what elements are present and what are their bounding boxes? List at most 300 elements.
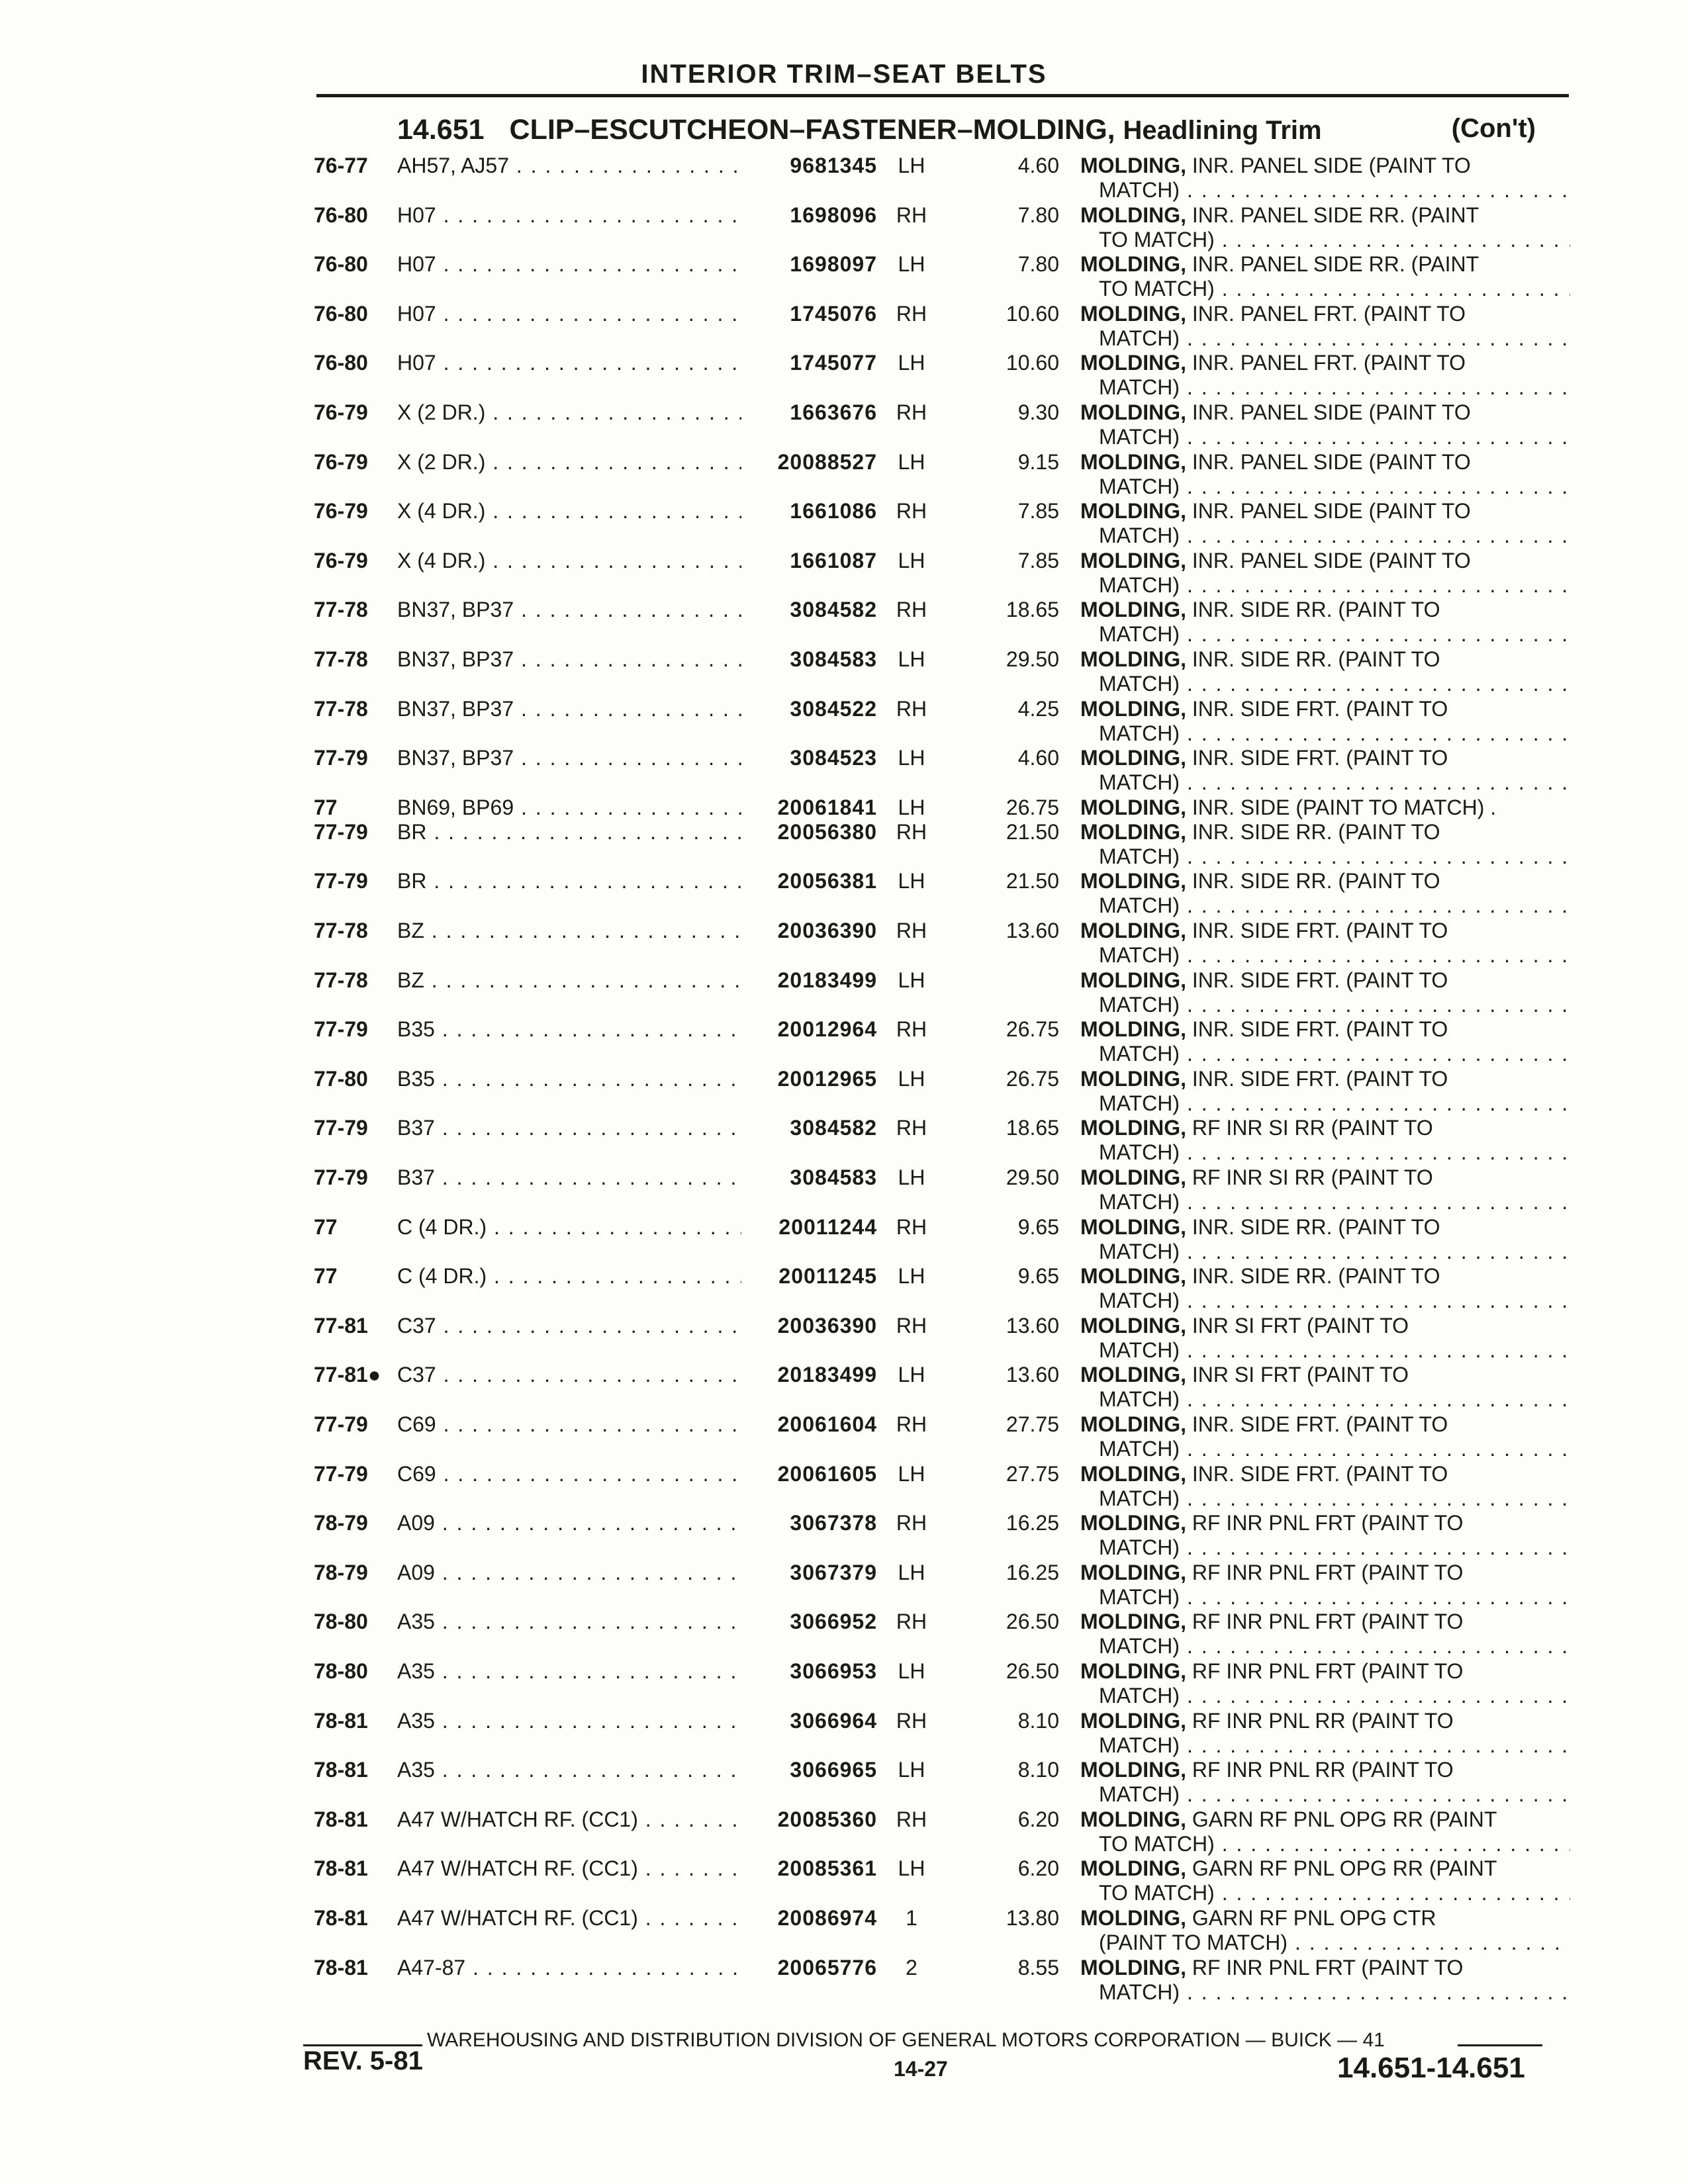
item-part-number: 20011244 [745,1215,877,1240]
item-price: 21.50 [1006,819,1059,844]
item-model: BR . . . [397,869,741,893]
item-description-line2: TO MATCH) . . . [1080,1832,1570,1856]
section-continued: (Con't) [1451,114,1536,143]
item-part-number: 20061604 [745,1412,877,1437]
item-years: 77-79 [314,819,368,844]
item-part-number: 20086974 [745,1906,877,1931]
item-years: 76-80 [314,351,368,375]
item-price: 26.75 [1006,795,1059,819]
item-years: 77-79 [314,1412,368,1436]
item-side: RH [896,1116,927,1140]
item-years: 76-80 [314,252,368,277]
list-item [0,499,1688,548]
item-description-line1 [1080,697,1570,721]
item-price: 7.80 [1017,203,1059,227]
list-item [0,400,1688,449]
item-side: RH [896,301,927,326]
item-side: RH [896,499,927,523]
item-years: 76-79 [314,400,368,424]
item-description-keyword: MOLDING, [1080,1906,1186,1930]
item-description-line2: MATCH) . . . [1080,1091,1570,1116]
item-years: 77-80 [314,1066,368,1091]
item-description-line1 [1080,919,1570,943]
item-description-text: INR. PANEL SIDE (PAINT TO [1192,449,1471,474]
item-description-keyword: MOLDING, [1080,400,1186,424]
item-description-line1 [1080,1561,1570,1585]
item-price: 10.60 [1006,351,1059,375]
item-description-line2: MATCH) . . . [1080,1782,1570,1807]
item-side: LH [898,869,925,893]
item-description-keyword: MOLDING, [1080,1363,1186,1387]
item-model: X (2 DR.) . . . [397,450,741,475]
item-description-line2: MATCH) . . . [1080,844,1570,869]
item-model: A35 . . . [397,1659,741,1684]
item-description-keyword: MOLDING, [1080,1610,1186,1634]
item-description-line1 [1080,1856,1570,1881]
item-description [1080,499,1570,548]
list-item [0,1116,1688,1165]
item-description-line2: MATCH) . . . [1080,178,1570,203]
item-description [1080,1017,1570,1066]
item-description-line1 [1080,1758,1570,1782]
item-description-text: INR. SIDE FRT. (PAINT TO [1192,919,1448,942]
item-part-number: 1745076 [745,302,877,326]
item-description-text: RF INR PNL FRT (PAINT TO [1192,1659,1464,1683]
item-description-text: RF INR PNL FRT (PAINT TO [1192,1511,1464,1535]
item-years: 76-80 [314,301,368,326]
item-description-text: RF INR PNL FRT (PAINT TO [1192,1610,1464,1634]
item-description-text: INR. PANEL SIDE (PAINT TO [1192,154,1471,177]
list-item [0,598,1688,647]
list-item [0,968,1688,1017]
item-description [1080,647,1570,696]
item-description-keyword: MOLDING, [1080,1214,1186,1239]
item-side: LH [898,795,925,819]
item-description-keyword: MOLDING, [1080,598,1186,622]
item-years: 77-79 [314,1165,368,1189]
item-side: LH [898,351,925,375]
item-side: RH [896,919,927,942]
item-side: RH [896,696,927,721]
item-side: RH [896,1807,927,1831]
item-price: 16.25 [1006,1511,1059,1535]
item-description-text: INR. SIDE FRT. (PAINT TO [1192,696,1448,721]
item-part-number: 20011245 [745,1264,877,1289]
item-description-keyword: MOLDING, [1080,1412,1186,1436]
item-description-text: INR. SIDE FRT. (PAINT TO [1192,968,1448,992]
list-item [0,1067,1688,1116]
item-description-text: INR. SIDE RR. (PAINT TO [1192,819,1440,844]
item-price: 13.80 [1006,1906,1059,1930]
item-part-number: 20085360 [745,1807,877,1832]
item-price: 8.55 [1017,1955,1059,1979]
item-description-line2: MATCH) . . . [1080,1684,1570,1708]
list-item [0,746,1688,795]
item-side: LH [898,1659,925,1683]
item-description-text: INR. PANEL SIDE RR. (PAINT [1192,203,1479,227]
section-subtitle: Headlining Trim [1123,116,1322,145]
item-description-line1 [1080,499,1570,523]
item-description-line1 [1080,1116,1570,1140]
item-side: RH [896,1313,927,1338]
item-description-line1 [1080,1215,1570,1240]
list-item [0,820,1688,869]
list-item [0,1264,1688,1313]
item-description-line2: MATCH) . . . [1080,1733,1570,1758]
item-description-text: INR. PANEL SIDE (PAINT TO [1192,499,1471,523]
item-years: 77-78 [314,696,368,721]
item-side: RH [896,1214,927,1239]
item-part-number: 3067378 [745,1511,877,1535]
item-years: 78-79 [314,1560,368,1584]
item-description [1080,400,1570,449]
footer-page-number: 14-27 [894,2057,948,2081]
item-description [1080,549,1570,598]
item-description-line2: MATCH) . . . [1080,375,1570,400]
item-price: 4.60 [1017,746,1059,770]
item-description-line2: MATCH) . . . [1080,1240,1570,1264]
item-description-line2: MATCH) . . . [1080,1486,1570,1511]
list-item [0,1610,1688,1659]
item-price: 21.50 [1006,869,1059,893]
item-description-line2: (PAINT TO MATCH) . . . [1080,1931,1570,1955]
item-description-text: INR. PANEL FRT. (PAINT TO [1192,351,1466,375]
item-model: BN37, BP37 . . . [397,647,741,672]
item-description-keyword: MOLDING, [1080,154,1186,177]
item-description-line2: MATCH) . . . [1080,326,1570,351]
item-price: 26.50 [1006,1659,1059,1683]
item-years: 77-78 [314,919,368,942]
item-description-line1 [1080,746,1570,770]
item-price: 13.60 [1006,1363,1059,1387]
item-part-number: 20056380 [745,820,877,844]
footer-rule-right [1458,2044,1542,2046]
item-description-line1 [1080,1264,1570,1289]
list-item [0,1215,1688,1264]
item-description [1080,1610,1570,1659]
list-item [0,252,1688,301]
item-part-number: 20085361 [745,1856,877,1881]
item-description-line2: MATCH) . . . [1080,943,1570,968]
item-model: A35 . . . [397,1709,741,1733]
item-description-text: INR SI FRT (PAINT TO [1192,1313,1409,1338]
item-description [1080,1709,1570,1758]
item-description-keyword: MOLDING, [1080,819,1186,844]
item-part-number: 20061605 [745,1462,877,1486]
item-side: LH [898,154,925,177]
item-years: 77-79 [314,1461,368,1486]
list-item [0,919,1688,968]
item-description-line2: MATCH) . . . [1080,770,1570,795]
item-model: AH57, AJ57 . . . [397,154,741,178]
item-part-number: 20036390 [745,919,877,943]
item-description-keyword: MOLDING, [1080,1560,1186,1584]
item-description-text: GARN RF PNL OPG RR (PAINT [1192,1807,1497,1831]
item-description [1080,919,1570,968]
item-description-line2: MATCH) . . . [1080,1289,1570,1313]
item-side: LH [898,968,925,992]
item-price: 4.60 [1017,154,1059,177]
item-description-text: INR. SIDE FRT. (PAINT TO [1192,1066,1448,1091]
item-description-line1 [1080,598,1570,622]
item-part-number: 20183499 [745,1363,877,1387]
list-item [0,697,1688,746]
item-description-keyword: MOLDING, [1080,696,1186,721]
item-years: 78-81 [314,1906,368,1930]
item-description-keyword: MOLDING, [1080,1955,1186,1979]
item-model: BZ . . . [397,968,741,993]
list-item [0,1709,1688,1758]
item-price: 7.85 [1017,499,1059,523]
item-model: BR . . . [397,820,741,844]
item-years: 77 [314,1214,338,1239]
list-item [0,647,1688,696]
item-part-number: 1745077 [745,351,877,375]
item-description [1080,1462,1570,1511]
item-years: 77-78 [314,968,368,992]
item-description-text: INR. SIDE RR. (PAINT TO [1192,598,1440,622]
item-part-number: 20012965 [745,1067,877,1091]
item-side: RH [896,203,927,227]
list-item [0,1462,1688,1511]
item-price: 18.65 [1006,598,1059,622]
item-description [1080,154,1570,203]
item-description-line2: MATCH) . . . [1080,993,1570,1017]
item-description-text: INR. PANEL FRT. (PAINT TO [1192,301,1466,326]
item-description [1080,1165,1570,1214]
item-side: LH [898,746,925,770]
item-description-line1 [1080,1610,1570,1634]
footer-division: WAREHOUSING AND DISTRIBUTION DIVISION OF GENERAL MOTORS CORPORATION — BUICK — 41 [427,2029,1385,2051]
item-side: LH [898,1363,925,1387]
item-side: RH [896,1610,927,1634]
item-part-number: 3084583 [745,647,877,672]
item-price: 18.65 [1006,1116,1059,1140]
item-description-line1 [1080,154,1570,178]
item-years: 78-81 [314,1708,368,1733]
item-description [1080,1807,1570,1856]
item-description [1080,697,1570,746]
item-model: A47 W/HATCH RF. (CC1) . . . [397,1856,741,1881]
item-part-number: 20183499 [745,968,877,993]
item-part-number: 1663676 [745,400,877,425]
item-part-number: 3084522 [745,697,877,721]
item-description-line1 [1080,1462,1570,1486]
item-part-number: 20036390 [745,1314,877,1338]
item-description-keyword: MOLDING, [1080,1116,1186,1140]
header-rule [316,94,1569,97]
item-part-number: 3066953 [745,1659,877,1684]
item-side: RH [896,598,927,622]
item-description-line2: MATCH) . . . [1080,622,1570,647]
item-description-text: INR. PANEL SIDE (PAINT TO [1192,548,1471,572]
item-model: C37 . . . [397,1314,741,1338]
item-description-text: RF INR SI RR (PAINT TO [1192,1116,1433,1140]
item-model: H07 . . . [397,302,741,326]
item-description [1080,1956,1570,2005]
item-description-line2: TO MATCH) . . . [1080,1881,1570,1905]
item-model: BN69, BP69 . . . [397,796,741,820]
item-side: LH [898,548,925,572]
item-description [1080,1363,1570,1412]
item-description-keyword: MOLDING, [1080,252,1186,277]
item-price: 6.20 [1017,1807,1059,1831]
item-side: RH [896,1017,927,1042]
list-item [0,351,1688,400]
item-price: 26.75 [1006,1066,1059,1091]
item-description [1080,1511,1570,1560]
item-part-number: 3084582 [745,1116,877,1140]
item-description [1080,1412,1570,1461]
list-item [0,1956,1688,2005]
item-price: 29.50 [1006,647,1059,671]
item-description-keyword: MOLDING, [1080,746,1186,770]
item-price: 13.60 [1006,1313,1059,1338]
item-price: 26.50 [1006,1610,1059,1634]
item-description [1080,1116,1570,1165]
item-model: H07 . . . [397,252,741,277]
item-model: C (4 DR.) . . . [397,1215,741,1240]
item-years: 76-77 [314,154,368,177]
item-description [1080,968,1570,1017]
list-item [0,1412,1688,1461]
item-model: BN37, BP37 . . . [397,697,741,721]
item-price: 26.75 [1006,1017,1059,1042]
item-price: 7.80 [1017,252,1059,277]
item-description-keyword: MOLDING, [1080,351,1186,375]
item-description-text: INR. SIDE RR. (PAINT TO [1192,1214,1440,1239]
item-years: 78-81 [314,1807,368,1831]
item-model: BZ . . . [397,919,741,943]
section-name: CLIP–ESCUTCHEON–FASTENER–MOLDING, [509,114,1115,146]
item-description-text: RF INR PNL RR (PAINT TO [1192,1708,1454,1733]
item-description-line2: MATCH) . . . [1080,672,1570,696]
item-description [1080,598,1570,647]
list-item [0,1511,1688,1560]
item-description-line1 [1080,1314,1570,1338]
item-price: 8.10 [1017,1758,1059,1782]
item-part-number: 1661087 [745,549,877,573]
item-part-number: 3066952 [745,1610,877,1634]
item-model: X (4 DR.) . . . [397,549,741,573]
item-side: LH [898,647,925,671]
list-item [0,1856,1688,1905]
item-price: 16.25 [1006,1560,1059,1584]
item-model: H07 . . . [397,351,741,375]
item-years: 77-81 [314,1313,368,1338]
item-description-line1 [1080,351,1570,375]
item-description-text: INR. SIDE RR. (PAINT TO [1192,1264,1440,1289]
item-part-number: 1698097 [745,252,877,277]
item-description [1080,1561,1570,1610]
item-description-line1 [1080,820,1570,844]
item-description-line1 [1080,450,1570,475]
item-years: 77-79 [314,746,368,770]
item-years: 77-79 [314,1017,368,1042]
item-part-number: 3066965 [745,1758,877,1782]
item-description [1080,450,1570,499]
item-description-keyword: MOLDING, [1080,1856,1186,1881]
item-description-keyword: MOLDING, [1080,499,1186,523]
item-description [1080,1856,1570,1905]
item-years: 77-78 [314,647,368,671]
section-title [397,114,1536,146]
list-item [0,450,1688,499]
item-model: A47-87 . . . [397,1956,741,1980]
item-price: 7.85 [1017,548,1059,572]
item-description-keyword: MOLDING, [1080,919,1186,942]
item-description-keyword: MOLDING, [1080,795,1186,819]
item-years: 77 [314,795,338,819]
item-model: X (2 DR.) . . . [397,400,741,425]
item-side: LH [898,1264,925,1289]
item-description [1080,1067,1570,1116]
item-description [1080,1314,1570,1363]
item-description [1080,1659,1570,1708]
item-description-keyword: MOLDING, [1080,301,1186,326]
item-model: A47 W/HATCH RF. (CC1) . . . [397,1906,741,1931]
item-description-line2: TO MATCH) . . . [1080,228,1570,252]
item-side: LH [898,1066,925,1091]
item-description-text: GARN RF PNL OPG CTR [1192,1906,1436,1930]
item-years: 77 [314,1264,338,1289]
item-description-keyword: MOLDING, [1080,1708,1186,1733]
item-years: 78-80 [314,1659,368,1683]
item-part-number: 9681345 [745,154,877,178]
item-side: 2 [906,1955,917,1979]
item-description-text: RF INR PNL FRT (PAINT TO [1192,1955,1464,1979]
item-description-line2: MATCH) . . . [1080,1338,1570,1363]
item-years: 78-81 [314,1955,368,1979]
item-description-line1 [1080,1807,1570,1832]
item-model: A47 W/HATCH RF. (CC1) . . . [397,1807,741,1832]
item-part-number: 20088527 [745,450,877,475]
item-part-number: 3067379 [745,1561,877,1585]
item-description-line2: MATCH) . . . [1080,1042,1570,1066]
item-description-keyword: MOLDING, [1080,1511,1186,1535]
item-part-number: 20012964 [745,1017,877,1042]
item-description-line2: TO MATCH) . . . [1080,277,1570,301]
item-model: BN37, BP37 . . . [397,746,741,770]
item-description-keyword: MOLDING, [1080,548,1186,572]
item-part-number: 3084523 [745,746,877,770]
item-description-keyword: MOLDING, [1080,1313,1186,1338]
item-description-line1 [1080,1511,1570,1535]
item-description-line1 [1080,1165,1570,1190]
item-part-number: 3084582 [745,598,877,622]
item-years: 78-79 [314,1511,368,1535]
item-description-text: INR. SIDE RR. (PAINT TO [1192,869,1440,893]
item-description-keyword: MOLDING, [1080,1758,1186,1782]
list-item [0,1165,1688,1214]
item-years: 78-81 [314,1758,368,1782]
item-description-text: INR. PANEL SIDE (PAINT TO [1192,400,1471,424]
item-description-text: RF INR SI RR (PAINT TO [1192,1165,1433,1189]
item-description-line1 [1080,1067,1570,1091]
item-years: 77-79 [314,869,368,893]
item-description-line2: MATCH) . . . [1080,721,1570,746]
item-description-line1 [1080,252,1570,277]
item-years: 77-78 [314,598,368,622]
item-side: LH [898,1758,925,1782]
list-item [0,869,1688,918]
item-description-line1 [1080,1017,1570,1042]
item-description-line1 [1080,1956,1570,1980]
item-description-keyword: MOLDING, [1080,968,1186,992]
item-description [1080,203,1570,252]
item-part-number: 1698096 [745,203,877,228]
item-years: 77-79 [314,1116,368,1140]
